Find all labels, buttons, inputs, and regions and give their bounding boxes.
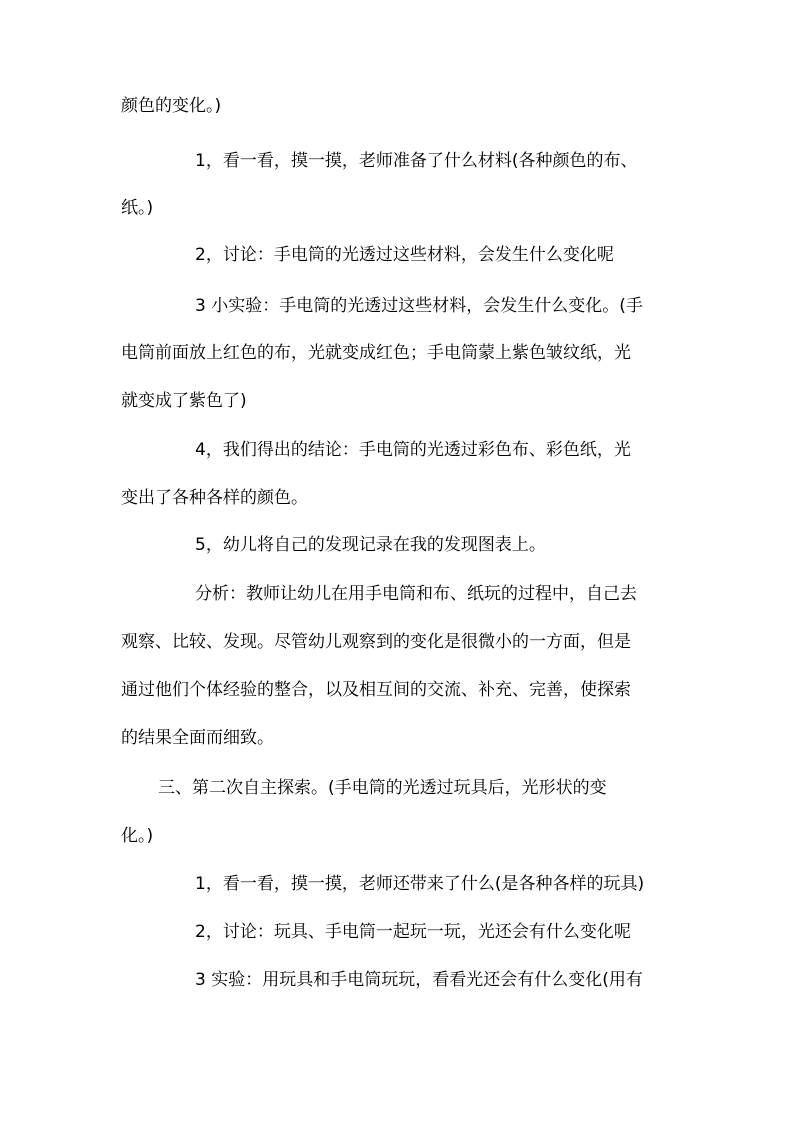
section-heading: 三、第二次自主探索。(手电筒的光透过玩具后，光形状的变 — [158, 778, 607, 798]
text-line: 1，看一看，摸一摸，老师还带来了什么(是各种各样的玩具) — [195, 874, 645, 894]
text-line: 变出了各种各样的颜色。 — [121, 488, 308, 508]
text-line: 2，讨论：手电筒的光透过这些材料，会发生什么变化呢 — [195, 245, 614, 265]
text-line: 化。) — [121, 826, 154, 846]
text-line: 4，我们得出的结论：手电筒的光透过彩色布、彩色纸，光 — [195, 440, 631, 460]
text-line: 电筒前面放上红色的布，光就变成红色；手电筒蒙上紫色皱纹纸，光 — [121, 343, 631, 363]
text-line: 的结果全面而细致。 — [121, 728, 274, 748]
text-line: 就变成了紫色了) — [121, 391, 247, 411]
text-line: 通过他们个体经验的整合，以及相互间的交流、补充、完善，使探索 — [121, 680, 631, 700]
text-line: 2，讨论：玩具、手电筒一起玩一玩，光还会有什么变化呢 — [195, 922, 631, 942]
text-line: 5，幼儿将自己的发现记录在我的发现图表上。 — [195, 535, 546, 555]
text-line: 分析：教师让幼儿在用手电筒和布、纸玩的过程中，自己去 — [195, 584, 637, 604]
text-line: 3 小实验：手电筒的光透过这些材料，会发生什么变化。(手 — [195, 296, 643, 316]
text-line: 纸。) — [121, 198, 154, 218]
text-line: 3 实验：用玩具和手电筒玩玩，看看光还会有什么变化(用有 — [195, 970, 643, 990]
text-line: 观察、比较、发现。尽管幼儿观察到的变化是很微小的一方面，但是 — [121, 632, 631, 652]
text-line: 颜色的变化。) — [121, 96, 222, 116]
text-line: 1，看一看，摸一摸，老师准备了什么材料(各种颜色的布、 — [195, 151, 638, 171]
